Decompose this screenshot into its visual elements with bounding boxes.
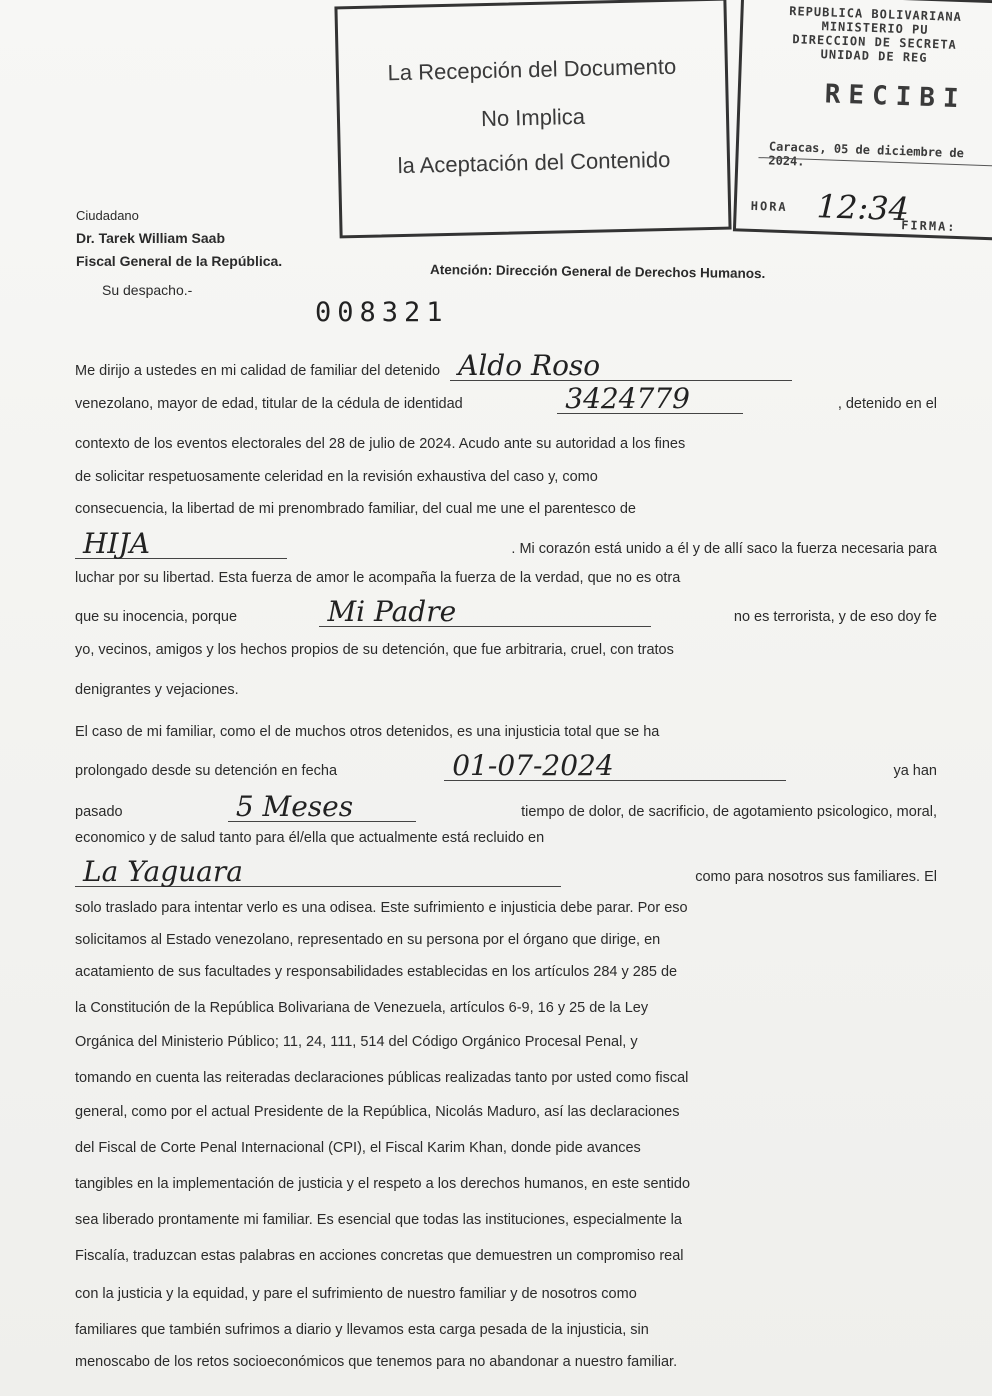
received-stamp-firma-label: FIRMA: — [900, 218, 957, 235]
handwritten-relation-2: Mi Padre — [319, 598, 651, 627]
body-line-4: de solicitar respetuosamente celeridad en la revisión exhaustiva del caso y, como — [75, 469, 598, 485]
address-despacho: Su despacho.- — [102, 282, 193, 298]
body-text: no es terrorista, y de eso doy fe — [733, 609, 937, 625]
handwritten-detainee-name: Aldo Roso — [450, 352, 792, 381]
body-p2-line-19: menoscabo de los retos socioeconómicos que tenemos para no abandonar a nuestro familiar. — [75, 1354, 678, 1370]
body-line-10: denigrantes y vejaciones. — [75, 682, 239, 698]
address-salutation: Ciudadano — [76, 208, 139, 223]
body-p2-line-14: tangibles en la implementación de justicia y el respeto a los derechos humanos, en este sentido — [75, 1176, 691, 1192]
body-text: como para nosotros sus familiares. El — [695, 869, 937, 885]
body-p2-line-17: con la justicia y la equidad, y pare el sufrimiento de nuestro familiar y de nosotros como — [75, 1286, 637, 1302]
body-text: ya han — [893, 763, 937, 779]
body-p2-line-7: solicitamos al Estado venezolano, representado en su persona por el órgano que dirige, en — [75, 932, 661, 948]
body-p2-line-2 — [75, 749, 937, 782]
attention-line: Atención: Dirección General de Derechos Humanos. — [429, 262, 766, 282]
received-stamp-hora-label: HORA — [750, 198, 788, 215]
body-p2-line-4: economico y de salud tanto para él/ella que actualmente está recluido en — [75, 830, 545, 846]
reception-stamp-line3: la Aceptación del Contenido — [397, 146, 671, 179]
body-text: prolongado desde su detención en fecha — [75, 763, 338, 779]
reception-stamp-line2: No Implica — [480, 103, 586, 132]
body-line-9: yo, vecinos, amigos y los hechos propios de su detención, que fue arbitraria, cruel, con tratos — [75, 642, 674, 658]
handwritten-cedula: 3424779 — [557, 385, 743, 414]
address-recipient-title: Fiscal General de la República. — [76, 253, 283, 269]
received-stamp — [733, 0, 992, 241]
body-text: tiempo de dolor, de sacrificio, de agotamiento psicologico, moral, — [521, 804, 937, 820]
body-p2-line-10: Orgánica del Ministerio Público; 11, 24, 111, 514 del Código Orgánico Procesal Penal, y — [75, 1034, 638, 1050]
address-recipient-name: Dr. Tarek William Saab — [76, 230, 226, 246]
received-stamp-header3: DIRECCION DE SECRETA — [792, 32, 958, 52]
handwritten-prison: La Yaguara — [75, 858, 561, 887]
handwritten-detention-date: 01-07-2024 — [444, 752, 786, 781]
received-stamp-header2: MINISTERIO PU — [821, 19, 929, 37]
document-number: 008321 — [315, 297, 449, 328]
body-p2-line-8: acatamiento de sus facultades y responsabilidades establecidas en los artículos 284 y 285 de — [75, 964, 678, 980]
body-text: . Mi corazón está unido a él y de allí saco la fuerza necesaria para — [511, 541, 937, 557]
body-line-1 — [75, 349, 937, 382]
body-p2-line-1: El caso de mi familiar, como el de muchos otros detenidos, es una injusticia total que se ha — [75, 724, 660, 740]
body-text: que su inocencia, porque — [75, 609, 238, 625]
body-p2-line-11: tomando en cuenta las reiteradas declaraciones públicas realizadas tanto por usted como fiscal — [75, 1070, 689, 1086]
body-p2-line-18: familiares que también sufrimos a diario y llevamos esta carga pesada de la injusticia, sin — [75, 1322, 649, 1338]
body-line-5: consecuencia, la libertad de mi prenombrado familiar, del cual me une el parentesco de — [75, 501, 636, 517]
body-p2-line-13: del Fiscal de Corte Penal Internacional (CPI), el Fiscal Karim Khan, donde pide avances — [75, 1140, 641, 1156]
body-text: Me dirijo a ustedes en mi calidad de familiar del detenido — [75, 363, 441, 379]
body-line-7: luchar por su libertad. Esta fuerza de amor le acompaña la fuerza de la verdad, que no es otra — [75, 570, 681, 586]
reception-stamp — [334, 0, 731, 238]
body-line-3: contexto de los eventos electorales del 28 de julio de 2024. Acudo ante su autoridad a los fines — [75, 436, 686, 452]
body-p2-line-3 — [75, 790, 937, 823]
body-p2-line-5 — [75, 855, 937, 888]
body-p2-line-15: sea liberado prontamente mi familiar. Es esencial que todas las instituciones, especialmente la — [75, 1212, 682, 1228]
body-text: pasado — [75, 804, 123, 820]
body-p2-line-12: general, como por el actual Presidente de la República, Nicolás Maduro, así las declaraciones — [75, 1104, 680, 1120]
reception-stamp-line1: La Recepción del Documento — [387, 53, 677, 86]
body-text: , detenido en el — [837, 396, 937, 412]
handwritten-time-elapsed: 5 Meses — [228, 793, 416, 822]
body-text: venezolano, mayor de edad, titular de la cédula de identidad — [75, 396, 463, 412]
body-p2-line-9: la Constitución de la República Bolivariana de Venezuela, artículos 6-9, 16 y 25 de la Ley — [75, 1000, 649, 1016]
received-stamp-title: RECIBI — [824, 79, 968, 115]
body-line-6 — [75, 527, 937, 560]
received-stamp-header1: REPUBLICA BOLIVARIANA — [789, 4, 963, 25]
body-p2-line-6: solo traslado para intentar verlo es una odisea. Este sufrimiento e injusticia debe parar. Por eso — [75, 900, 688, 916]
received-stamp-hora-value: 12:34 — [816, 187, 910, 229]
body-line-8 — [75, 595, 937, 628]
body-line-2 — [75, 382, 937, 415]
received-stamp-date: Caracas, 05 de diciembre de 2024. — [768, 139, 965, 169]
body-p2-line-16: Fiscalía, traduzcan estas palabras en acciones concretas que demuestren un compromiso real — [75, 1248, 684, 1264]
handwritten-relation: HIJA — [75, 530, 287, 559]
received-stamp-header4: UNIDAD DE REG — [820, 47, 928, 65]
